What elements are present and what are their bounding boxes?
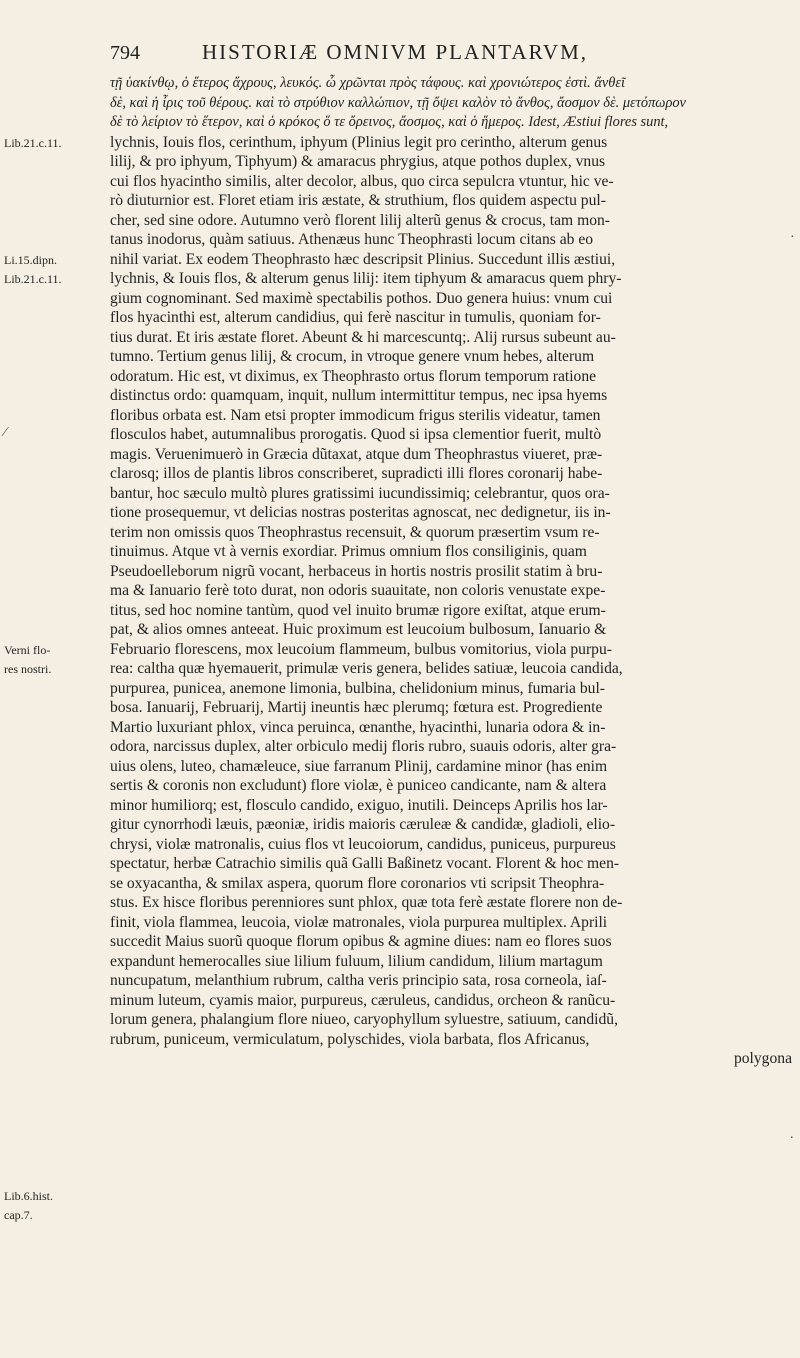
margin-note: Lib.6.hist.	[4, 1188, 54, 1203]
text-line: flos hyacinthi est, alterum candidius, qui ferè nascitur in tumulis, quoniam for-	[110, 309, 601, 326]
text-line: cui flos hyacintho similis, alter decolor, albus, quo circa sepulcra vtuntur, hic ve-	[110, 172, 614, 190]
page-number: 794	[110, 42, 140, 64]
text-line: terim non omissis quos Theophrastus recensuit, & quorum præsertim vsum re-	[110, 523, 600, 541]
text-line: bantur, hoc sæculo multò plures gratissimi iucundissimiq; celebrantur, quos ora-	[110, 484, 610, 502]
text-line: tinuimus. Atque vt à vernis exordiar. Primus omnium flos consiliginis, quam	[110, 543, 587, 560]
margin-note: res nostri.	[4, 662, 52, 676]
text-line: tius durat. Et iris æstate floret. Abeunt & hi marcescuntq;. Alij rursus subeunt au-	[110, 328, 616, 346]
text-line: tione prosequemur, vt delicias nostras posteritas agnoscat, nec dedignetur, iis in-	[110, 504, 611, 521]
text-line: tanus inodorus, quàm satiuus. Athenæus hunc Theophrasti locum citans ab eo	[110, 231, 594, 248]
text-line: flosculos habet, autumnalibus prorogatis. Quod si ipsa clementior fuerit, multò	[110, 426, 602, 443]
body-text	[110, 74, 792, 1069]
text-line: lychnis, Iouis flos, cerinthum, iphyum (Plinius legit pro cerintho, alterum genus	[110, 133, 608, 151]
margin-mark: .	[790, 1127, 794, 1142]
text-line: ma & Ianuario ferè toto durat, non odoris suauitate, non coloris venustate expe-	[110, 582, 606, 599]
text-line: floribus orbata est. Nam etsi propter immodicum frigus sterilis videatur, tamen	[110, 406, 601, 424]
text-line: bosa. Ianuarij, Februarij, Martij ineuntis hæc plerumq; fœtura est. Progrediente	[110, 699, 603, 716]
margin-note: Verni flo-	[4, 642, 51, 657]
margin-mark: ·	[790, 230, 795, 245]
text-line: lilij, & pro iphyum, Tiphyum) & amaracus phrygius, atque pothos duplex, vnus	[110, 153, 606, 170]
running-title: HISTORIÆ OMNIVM PLANTARVM,	[202, 40, 589, 64]
text-line: rò diuturnior est. Floret etiam iris æstate, & struthium, flos quidem aspectu pul-	[110, 192, 606, 209]
margin-note: cap.7.	[4, 1208, 33, 1222]
text-line: purpurea, punicea, anemone limonia, bulbina, chelidonium minus, fumaria bul-	[110, 679, 605, 697]
text-line: polygona	[733, 1050, 792, 1067]
text-line: rea: caltha quæ hyemauerit, primulæ veris genera, belides satiuæ, leucoia candida,	[110, 660, 623, 677]
text-line: spectatur, herbæ Catrachio similis quã Galli Baßinetz vocant. Florent & hoc men-	[110, 855, 620, 872]
text-line: succedit Maius suorũ quoque florum opibus & agmine diues: nam eo flores suos	[110, 933, 612, 950]
text-line: Februario florescens, mox leucoium flammeum, bulbus vomitorius, viola purpu-	[110, 640, 612, 658]
text-line: distinctus ordo: quamquam, inquit, nullum intermittitur tempus, nec ipsa hyems	[110, 387, 608, 404]
margin-note: Lib.21.c.11.	[4, 272, 62, 286]
text-line: Martio luxuriant phlox, vinca peruinca, œnanthe, hyacinthi, lunaria odora & in-	[110, 718, 606, 736]
text-line: δὲ, καὶ ἡ ἶρις τοῦ θέρους. καὶ τὸ στρύθιον καλλώπιον, τῇ ὄψει καλὸν τὸ ἄνθος, ἄοσμον δὲ. μετόπωρον	[110, 94, 686, 111]
text-line: δὲ τὸ λείριον τὸ ἕτερον, καὶ ὁ κρόκος ὅ τε ὄρεινος, ἄοσμος, καὶ ὁ ἥμερος. Idest, Æstiui flores sunt,	[110, 114, 669, 130]
text-line: se oxyacantha, & smilax aspera, quorum flore coronarios vti scripsit Theophra-	[110, 874, 605, 892]
text-line: odora, narcissus duplex, alter orbiculo medij floris rubro, suauis odoris, alter gra-	[110, 738, 617, 755]
text-line: gium cognominant. Sed maximè spectabilis pothos. Duo genera huius: vnum cui	[110, 289, 613, 307]
text-line: nihil variat. Ex eodem Theophrasto hæc descripsit Plinius. Succedunt illis æstiui,	[110, 250, 616, 268]
text-line: τῇ ὑακίνθῳ, ὁ ἕτερος ἄχρους, λευκός. ὦ χρῶνται πρὸς τάφους. καὶ χρονιώτερος ἐστὶ. ἄνθεῖ	[110, 75, 626, 91]
text-line: titus, sed hoc nomine tantùm, quod vel inuito brumæ rigore exiſtat, atque erum-	[110, 601, 606, 619]
margin-mark: ⁄	[4, 425, 7, 440]
text-line: rubrum, puniceum, vermiculatum, polyschides, viola barbata, flos Africanus,	[110, 1030, 590, 1048]
text-line: clarosq; illos de plantis libros conscriberet, supradicti illi flores coronarij habe-	[110, 465, 603, 482]
text-line: odoratum. Hic est, vt diximus, ex Theophrasto ortus florum temporum ratione	[110, 367, 597, 385]
text-line: magis. Veruenimuerò in Græcia dũtaxat, atque dum Theophrastus viueret, præ-	[110, 445, 603, 463]
text-line: tumno. Tertium genus lilij, & crocum, in vtroque genere vnum hebes, alterum	[110, 348, 595, 365]
text-line: minor humiliorq; est, flosculo candido, exiguo, inutili. Deinceps Aprilis hos lar-	[110, 796, 608, 814]
text-line: cher, sed sine odore. Autumno verò florent lilij alterũ genus & crocus, tam mon-	[110, 211, 610, 229]
margin-note: Lib.21.c.11.	[4, 135, 62, 150]
margin-note: Li.15.dipn.	[4, 252, 57, 267]
text-line: chrysi, violæ matronalis, cuius flos vt leucoiorum, candidus, puniceus, purpureus	[110, 835, 616, 853]
text-line: uius olens, luteo, chamæleuce, siue farranum Plinij, cardamine minor (has enim	[110, 757, 608, 775]
text-line: lychnis, & Iouis flos, & alterum genus lilij: item tiphyum & amaracus quem phry-	[110, 270, 622, 287]
text-line: finit, viola flammea, leucoia, violæ matronales, viola purpurea multiplex. Aprili	[110, 913, 608, 931]
text-line: pat, & alios omnes anteeat. Huic proximum est leucoium bulbosum, Ianuario &	[110, 621, 607, 638]
running-header	[110, 40, 790, 72]
text-line: Pseudoelleborum nigrũ vocant, herbaceus in hortis nostris prosilit statim à bru-	[110, 562, 603, 580]
text-line: minum luteum, cyamis maior, purpureus, cæruleus, candidus, orcheon & ranũcu-	[110, 991, 616, 1009]
text-line: lorum genera, phalangium flore niueo, caryophyllum syluestre, satiuum, candidũ,	[110, 1011, 618, 1028]
text-line: sertis & coronis non excludunt) flore violæ, è puniceo candicante, nam & altera	[110, 777, 607, 794]
text-line: stus. Ex hisce floribus perenniores sunt phlox, quæ tota ferè æstate florere non de-	[110, 894, 623, 911]
text-line: nuncupatum, melanthium rubrum, caltha veris principio sata, rosa corneola, iaſ-	[110, 972, 607, 989]
text-line: expandunt hemerocalles siue lilium fuluum, lilium candidum, lilium martagum	[110, 952, 603, 970]
text-line: gitur cynorrhodi læuis, pæoniæ, iridis maioris cæruleæ & candidæ, gladioli, elio-	[110, 816, 616, 833]
